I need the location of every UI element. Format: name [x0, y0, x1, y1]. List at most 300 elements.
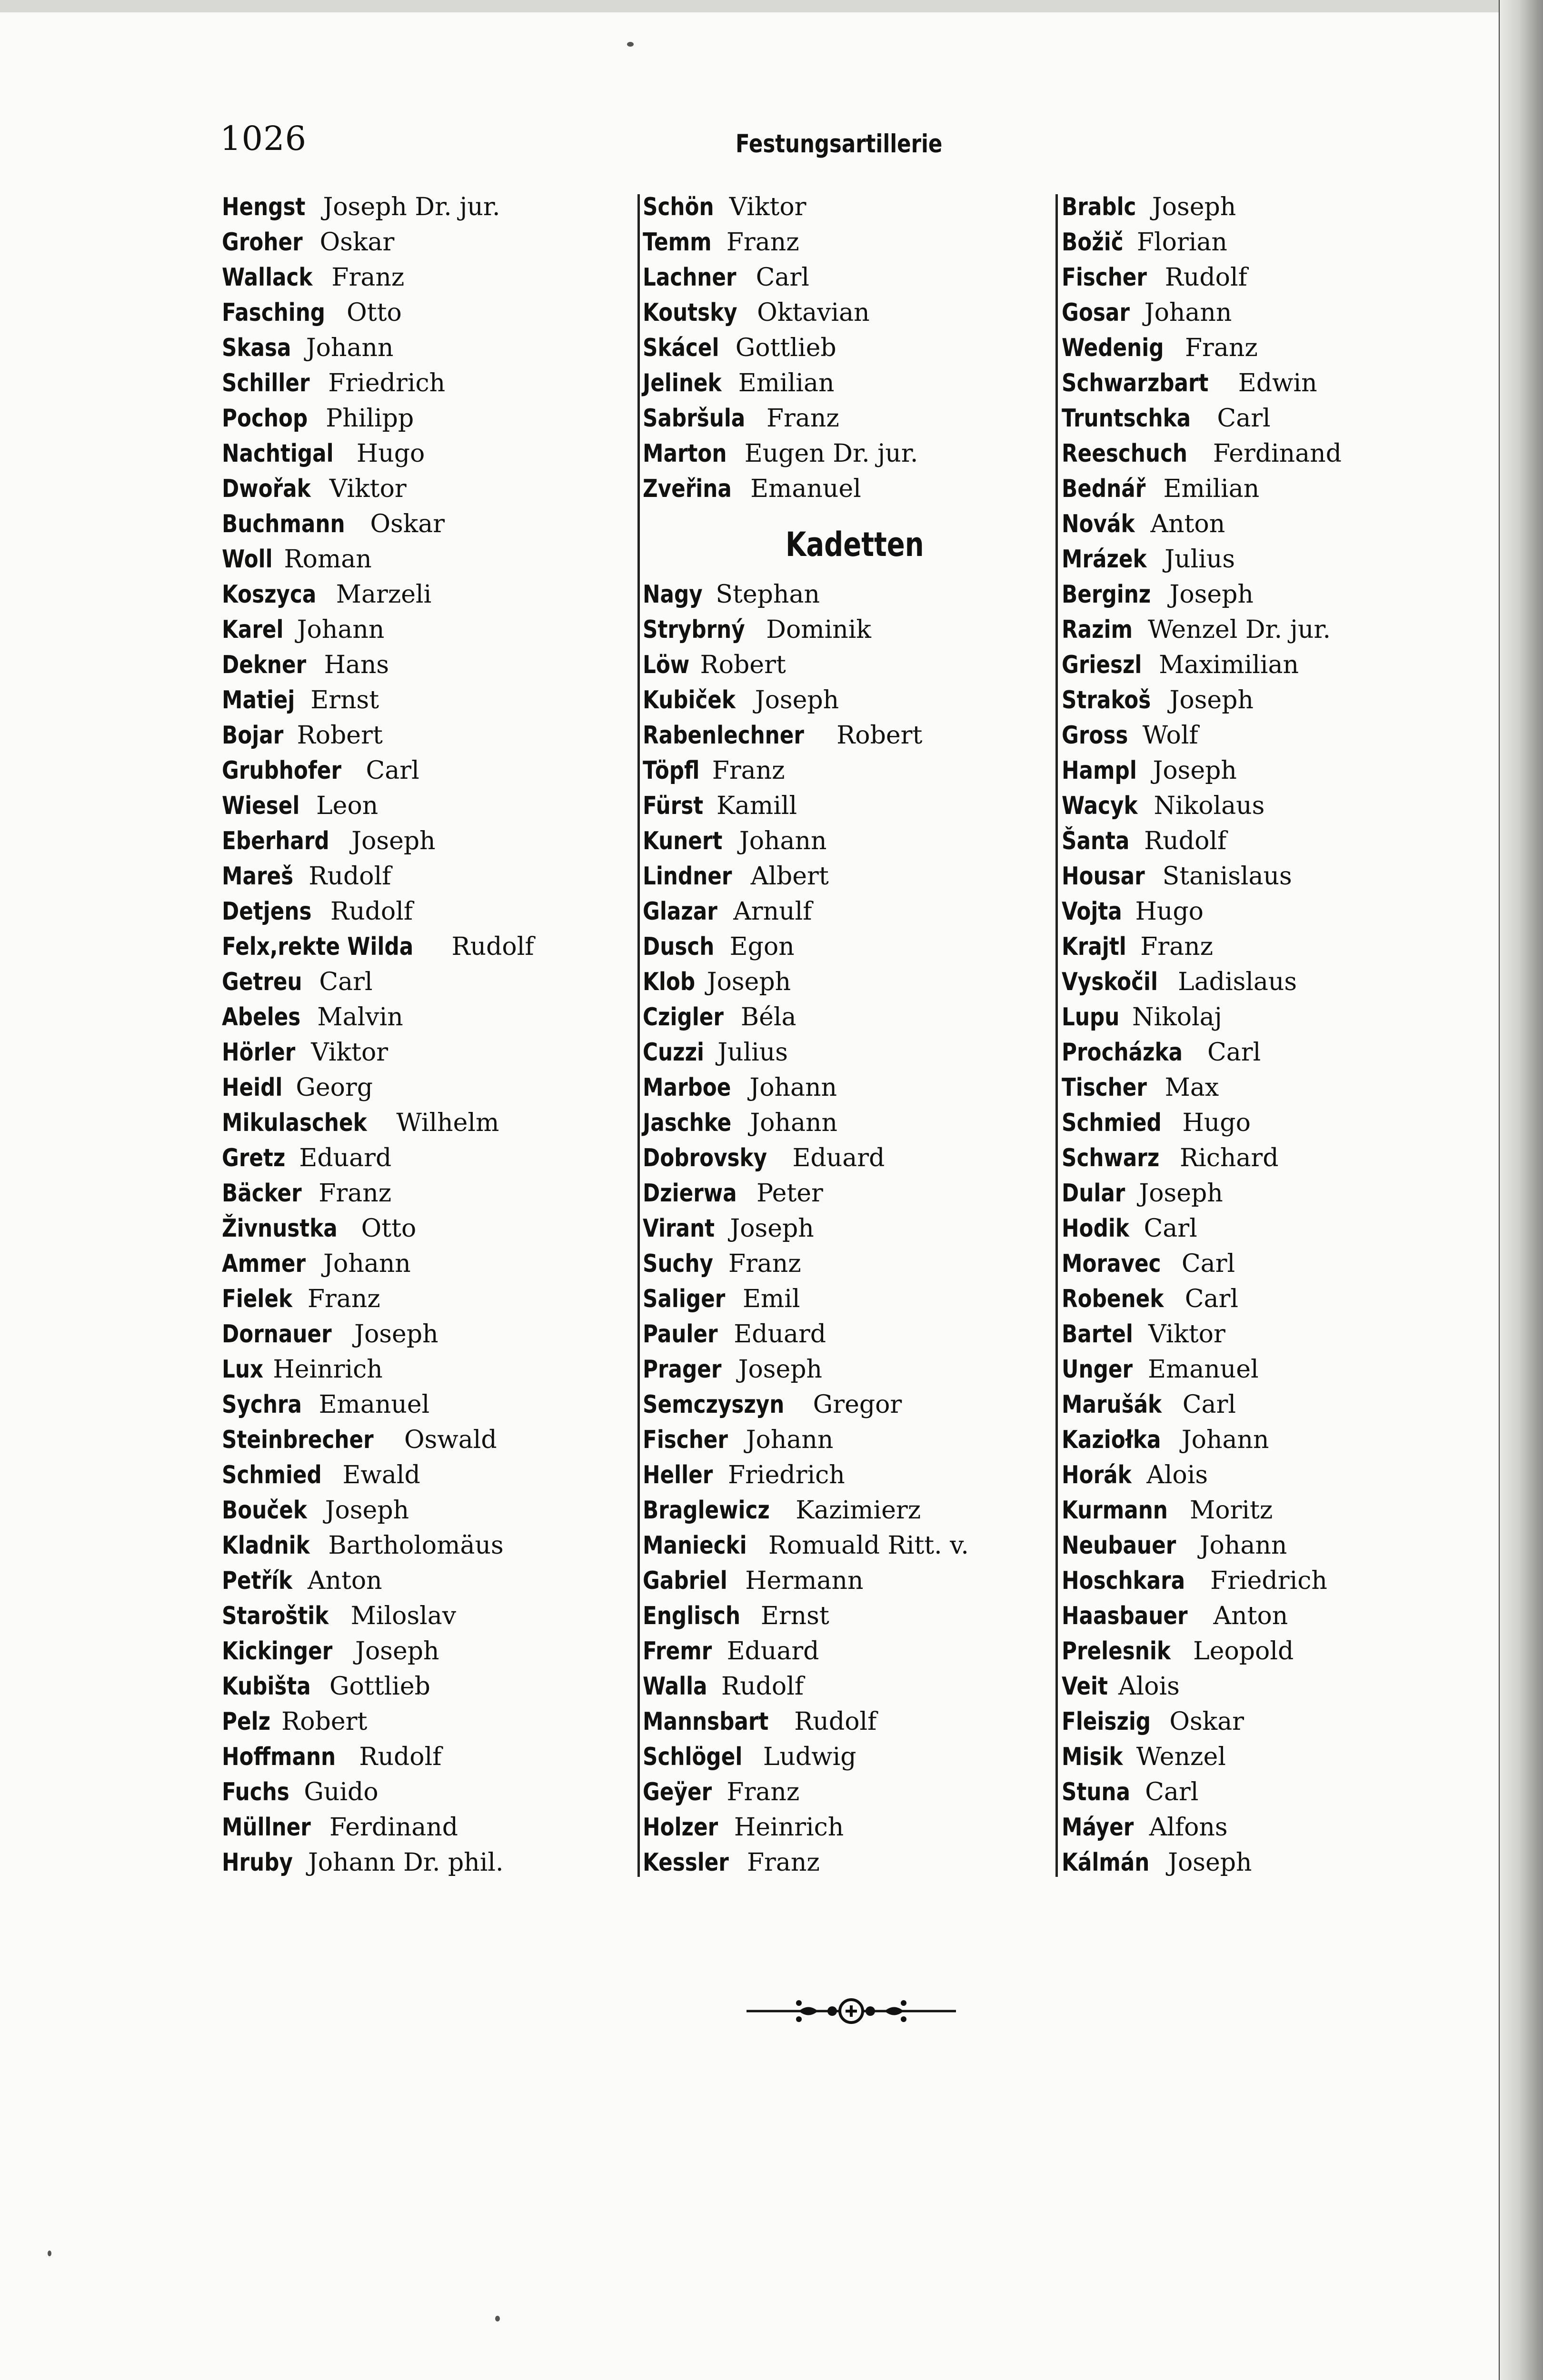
name-entry: [222, 542, 534, 577]
surname: Nagy: [643, 580, 703, 609]
surname: Koszyca: [222, 580, 317, 609]
given-name: Oskar: [370, 510, 445, 538]
given-name: Joseph Dr. jur.: [323, 193, 500, 221]
given-name: Eduard: [734, 1320, 826, 1349]
name-entry: [222, 1598, 534, 1634]
given-name: Joseph: [755, 686, 839, 714]
given-name: Carl: [1207, 1038, 1261, 1067]
surname: Pelz: [222, 1707, 271, 1736]
given-name: Franz: [319, 1179, 392, 1208]
given-name: Hugo: [1135, 897, 1204, 926]
surname: Dwořak: [222, 475, 311, 503]
given-name: Emanuel: [750, 475, 861, 503]
name-entry: [643, 471, 969, 506]
name-entry: [643, 894, 969, 929]
surname: Robenek: [1062, 1285, 1164, 1313]
name-entry: [1062, 1070, 1342, 1105]
surname: Jaschke: [643, 1109, 732, 1137]
surname: Hampl: [1062, 756, 1137, 785]
given-name: Anton: [1150, 510, 1225, 538]
name-entry: [643, 859, 969, 894]
given-name: Wilhelm: [396, 1109, 499, 1137]
surname: Moravec: [1062, 1250, 1161, 1278]
name-entry: [1062, 612, 1342, 647]
name-entry: [1062, 506, 1342, 542]
surname: Hodik: [1062, 1214, 1129, 1243]
name-entry: [643, 1775, 969, 1810]
name-entry: [222, 330, 534, 366]
name-entry: [643, 788, 969, 823]
surname: Berginz: [1062, 580, 1151, 609]
given-name: Ernst: [310, 686, 379, 714]
given-name: Joseph: [1152, 193, 1236, 221]
given-name: Hugo: [356, 439, 425, 468]
name-entry: [1062, 1634, 1342, 1669]
name-entry: [222, 1070, 534, 1105]
surname: Hoffmann: [222, 1743, 336, 1771]
given-name: Friedrich: [328, 369, 446, 397]
given-name: Rudolf: [1165, 263, 1247, 292]
name-entry: [222, 1281, 534, 1317]
given-name: Franz: [1185, 334, 1258, 362]
given-name: Joseph: [738, 1355, 823, 1384]
given-name: Hermann: [745, 1567, 864, 1595]
surname: Englisch: [643, 1602, 741, 1630]
surname: Skácel: [643, 334, 719, 362]
name-entry: [643, 1035, 969, 1070]
given-name: Joseph: [351, 827, 436, 855]
given-name: Rudolf: [1144, 827, 1227, 855]
surname: Mikulaschek: [222, 1109, 367, 1137]
surname: Gretz: [222, 1144, 286, 1172]
name-entry: [1062, 1211, 1342, 1246]
name-entry: [1062, 753, 1342, 788]
name-entry: [643, 401, 969, 436]
given-name: Johann: [1144, 298, 1232, 327]
name-entry: [1062, 366, 1342, 401]
surname: Fremr: [643, 1637, 712, 1666]
name-entry: [222, 683, 534, 718]
surname: Töpfl: [643, 756, 700, 785]
given-name: Carl: [1145, 1778, 1199, 1806]
surname: Krajtl: [1062, 932, 1126, 961]
name-entry: [222, 823, 534, 859]
given-name: Stanislaus: [1162, 862, 1292, 891]
surname: Fischer: [1062, 263, 1147, 292]
surname: Máyer: [1062, 1813, 1134, 1842]
surname: Suchy: [643, 1250, 714, 1278]
surname: Eberhard: [222, 827, 329, 855]
surname: Kessler: [643, 1848, 729, 1877]
name-entry: [222, 401, 534, 436]
given-name: Bartholomäus: [328, 1531, 504, 1560]
surname: Gosar: [1062, 298, 1130, 327]
name-entry: [222, 859, 534, 894]
name-entry: [1062, 1598, 1342, 1634]
surname: Klob: [643, 968, 696, 996]
surname: Pochop: [222, 404, 308, 433]
given-name: Franz: [1140, 932, 1214, 961]
name-entry: [1062, 542, 1342, 577]
given-name: Arnulf: [733, 897, 812, 926]
given-name: Wenzel Dr. jur.: [1148, 615, 1331, 644]
given-name: Miloslav: [350, 1602, 457, 1630]
surname: Šanta: [1062, 827, 1130, 855]
given-name: Rudolf: [451, 932, 534, 961]
name-entry: [222, 1246, 534, 1281]
name-entry: [222, 1387, 534, 1422]
name-entry: [222, 577, 534, 612]
given-name: Joseph: [1169, 580, 1254, 609]
name-entry: [1062, 1493, 1342, 1528]
surname: Schmied: [1062, 1109, 1162, 1137]
given-name: Franz: [728, 1250, 801, 1278]
given-name: Joseph: [1139, 1179, 1223, 1208]
given-name: Eugen Dr. jur.: [744, 439, 918, 468]
surname: Strakoš: [1062, 686, 1151, 714]
name-entry: [643, 1317, 969, 1352]
column-divider-1: [637, 194, 640, 1877]
given-name: Kazimierz: [796, 1496, 921, 1525]
name-entry: [643, 823, 969, 859]
name-entry: [643, 1211, 969, 1246]
surname: Petřík: [222, 1567, 293, 1595]
surname: Hengst: [222, 193, 306, 221]
name-entry: [222, 1528, 534, 1563]
name-entry: [643, 718, 969, 753]
print-speck: [495, 2316, 500, 2321]
name-entry: [643, 1422, 969, 1458]
given-name: Rudolf: [359, 1743, 442, 1771]
name-entry: [222, 718, 534, 753]
surname: Schwarzbart: [1062, 369, 1209, 397]
name-entry: [643, 1739, 969, 1775]
given-name: Philipp: [326, 404, 414, 433]
name-column-1: [222, 189, 534, 1880]
given-name: Hans: [324, 651, 389, 679]
name-entry: [222, 1422, 534, 1458]
given-name: Kamill: [717, 792, 797, 820]
given-name: Franz: [727, 1778, 800, 1806]
surname: Božič: [1062, 228, 1124, 257]
given-name: Edwin: [1238, 369, 1317, 397]
surname: Sabršula: [643, 404, 746, 433]
surname: Grieszl: [1062, 651, 1142, 679]
given-name: Robert: [836, 721, 923, 750]
name-entry: [222, 1775, 534, 1810]
given-name: Hugo: [1182, 1109, 1251, 1137]
name-entry: [222, 260, 534, 295]
print-speck: [48, 2251, 51, 2256]
name-entry: [1062, 260, 1342, 295]
given-name: Julius: [717, 1038, 788, 1067]
surname: Prelesnik: [1062, 1637, 1171, 1666]
given-name: Nikolaus: [1154, 792, 1265, 820]
given-name: Franz: [747, 1848, 820, 1877]
name-entry: [222, 1352, 534, 1387]
name-entry: [222, 1317, 534, 1352]
surname: Hoschkara: [1062, 1567, 1185, 1595]
surname: Prager: [643, 1355, 722, 1384]
name-column-2: [643, 189, 969, 1880]
surname: Lux: [222, 1355, 264, 1384]
surname: Schiller: [222, 369, 310, 397]
name-entry: [643, 1140, 969, 1176]
given-name: Gottlieb: [735, 334, 836, 362]
given-name: Franz: [307, 1285, 380, 1313]
surname: Schmied: [222, 1461, 322, 1489]
given-name: Eduard: [792, 1144, 885, 1172]
surname: Maniecki: [643, 1531, 747, 1560]
given-name: Johann: [297, 615, 385, 644]
surname: Wiesel: [222, 792, 300, 820]
name-entry: [643, 225, 969, 260]
given-name: Johann: [323, 1250, 411, 1278]
surname: Rabenlechner: [643, 721, 804, 750]
given-name: Rudolf: [330, 897, 413, 926]
name-entry: [643, 964, 969, 1000]
surname: Misik: [1062, 1743, 1123, 1771]
name-entry: [643, 436, 969, 471]
name-entry: [1062, 1528, 1342, 1563]
surname: Staroštik: [222, 1602, 329, 1630]
surname: Mannsbart: [643, 1707, 769, 1736]
surname: Fürst: [643, 792, 704, 820]
surname: Marboe: [643, 1073, 731, 1102]
given-name: Joseph: [1153, 756, 1237, 785]
name-entry: [643, 1070, 969, 1105]
surname: Walla: [643, 1672, 707, 1701]
surname: Vyskočil: [1062, 968, 1158, 996]
surname: Koutsky: [643, 298, 737, 327]
surname: Lindner: [643, 862, 732, 891]
given-name: Joseph: [355, 1637, 439, 1666]
given-name: Ewald: [342, 1461, 420, 1489]
book-spine-shadow: [1500, 0, 1543, 2380]
surname: Steinbrecher: [222, 1426, 374, 1454]
surname: Lupu: [1062, 1003, 1120, 1031]
name-entry: [1062, 823, 1342, 859]
name-entry: [222, 1634, 534, 1669]
name-entry: [222, 471, 534, 506]
given-name: Robert: [281, 1707, 368, 1736]
given-name: Johann: [746, 1426, 834, 1454]
name-entry: [1062, 1739, 1342, 1775]
name-entry: [643, 1634, 969, 1669]
surname: Nachtigal: [222, 439, 334, 468]
surname: Fischer: [643, 1426, 728, 1454]
surname: Skasa: [222, 334, 291, 362]
surname: Heller: [643, 1461, 713, 1489]
print-speck: [627, 42, 634, 47]
given-name: Dominik: [766, 615, 871, 644]
name-entry: [222, 1105, 534, 1140]
name-entry: [222, 1176, 534, 1211]
name-entry: [643, 1810, 969, 1845]
surname: Zveřina: [643, 475, 732, 503]
name-entry: [643, 366, 969, 401]
given-name: Gregor: [813, 1390, 902, 1419]
name-entry: [643, 647, 969, 683]
name-entry: [643, 1563, 969, 1598]
given-name: Julius: [1165, 545, 1235, 574]
given-name: Carl: [756, 263, 809, 292]
surname: Heidl: [222, 1073, 283, 1102]
name-column-3: [1062, 189, 1342, 1880]
name-entry: [1062, 964, 1342, 1000]
surname: Kubiček: [643, 686, 736, 714]
given-name: Joseph: [1169, 686, 1254, 714]
surname: Marton: [643, 439, 727, 468]
given-name: Joseph: [354, 1320, 438, 1349]
name-entry: [1062, 1810, 1342, 1845]
name-entry: [222, 964, 534, 1000]
name-entry: [222, 1563, 534, 1598]
surname: Virant: [643, 1214, 715, 1243]
given-name: Carl: [1185, 1285, 1239, 1313]
name-entry: [222, 295, 534, 330]
name-entry: [643, 1669, 969, 1704]
given-name: Franz: [331, 263, 405, 292]
surname: Stuna: [1062, 1778, 1131, 1806]
surname: Matiej: [222, 686, 295, 714]
name-entry: [222, 366, 534, 401]
surname: Abeles: [222, 1003, 301, 1031]
given-name: Wolf: [1142, 721, 1198, 750]
name-entry: [1062, 1140, 1342, 1176]
surname: Löw: [643, 651, 690, 679]
given-name: Johann: [306, 334, 394, 362]
page-top-edge: [0, 0, 1500, 12]
name-entry: [222, 788, 534, 823]
name-entry: [222, 647, 534, 683]
surname: Schlögel: [643, 1743, 743, 1771]
name-entry: [1062, 330, 1342, 366]
surname: Dobrovsky: [643, 1144, 767, 1172]
given-name: Oswald: [404, 1426, 497, 1454]
given-name: Friedrich: [728, 1461, 845, 1489]
section-heading: [643, 506, 969, 577]
surname: Housar: [1062, 862, 1145, 891]
surname: Dzierwa: [643, 1179, 737, 1208]
name-entry: [222, 1493, 534, 1528]
surname: Bartel: [1062, 1320, 1133, 1349]
given-name: Carl: [1217, 404, 1271, 433]
given-name: Malvin: [317, 1003, 403, 1031]
given-name: Franz: [766, 404, 839, 433]
name-entry: [222, 1000, 534, 1035]
name-entry: [643, 295, 969, 330]
name-entry: [1062, 1035, 1342, 1070]
surname: Dornauer: [222, 1320, 332, 1349]
surname: Kubišta: [222, 1672, 311, 1701]
name-entry: [1062, 1845, 1342, 1880]
name-entry: [222, 1669, 534, 1704]
name-entry: [1062, 683, 1342, 718]
given-name: Johann Dr. phil.: [308, 1848, 504, 1877]
given-name: Franz: [726, 228, 799, 257]
surname: Czigler: [643, 1003, 724, 1031]
name-entry: [1062, 1669, 1342, 1704]
surname: Kunert: [643, 827, 723, 855]
surname: Procházka: [1062, 1038, 1183, 1067]
surname: Felx,rekte Wilda: [222, 932, 414, 961]
name-entry: [643, 929, 969, 964]
surname: Gross: [1062, 721, 1128, 750]
surname: Strybrný: [643, 615, 745, 644]
name-entry: [1062, 1281, 1342, 1317]
given-name: Alois: [1118, 1672, 1180, 1701]
name-entry: [222, 1458, 534, 1493]
name-entry: [222, 894, 534, 929]
surname: Mrázek: [1062, 545, 1147, 574]
given-name: Johann: [750, 1109, 837, 1137]
name-entry: [1062, 647, 1342, 683]
surname: Hruby: [222, 1848, 293, 1877]
column-divider-2: [1055, 194, 1058, 1877]
surname: Temm: [643, 228, 712, 257]
name-entry: [643, 1528, 969, 1563]
end-ornament-icon: [747, 1994, 956, 2028]
name-entry: [1062, 1422, 1342, 1458]
surname: Bojar: [222, 721, 284, 750]
surname: Cuzzi: [643, 1038, 704, 1067]
given-name: Nikolaj: [1132, 1003, 1222, 1031]
given-name: Anton: [307, 1567, 382, 1595]
given-name: Carl: [1182, 1390, 1236, 1419]
surname: Kaziołka: [1062, 1426, 1161, 1454]
given-name: Joseph: [707, 968, 791, 996]
given-name: Johann: [1199, 1531, 1287, 1560]
given-name: Joseph: [1168, 1848, 1252, 1877]
name-entry: [643, 1105, 969, 1140]
given-name: Oskar: [1169, 1707, 1244, 1736]
surname: Fasching: [222, 298, 326, 327]
name-entry: [643, 1352, 969, 1387]
page-number: 1026: [220, 119, 307, 158]
given-name: Johann: [749, 1073, 837, 1102]
surname: Lachner: [643, 263, 737, 292]
name-entry: [222, 612, 534, 647]
name-entry: [643, 683, 969, 718]
surname: Sychra: [222, 1390, 302, 1419]
name-entry: [643, 260, 969, 295]
given-name: Carl: [366, 756, 419, 785]
name-entry: [222, 1704, 534, 1739]
name-entry: [643, 1704, 969, 1739]
name-entry: [1062, 401, 1342, 436]
name-entry: [222, 1739, 534, 1775]
surname: Fielek: [222, 1285, 293, 1313]
surname: Živnustka: [222, 1214, 338, 1243]
surname: Holzer: [643, 1813, 718, 1842]
given-name: Leon: [316, 792, 378, 820]
name-entry: [1062, 1105, 1342, 1140]
surname: Getreu: [222, 968, 302, 996]
surname: Mareš: [222, 862, 294, 891]
surname: Wallack: [222, 263, 313, 292]
surname: Horák: [1062, 1461, 1132, 1489]
name-entry: [643, 1176, 969, 1211]
given-name: Oskar: [319, 228, 395, 257]
surname: Schwarz: [1062, 1144, 1160, 1172]
given-name: Richard: [1179, 1144, 1279, 1172]
given-name: Egon: [729, 932, 795, 961]
surname: Kickinger: [222, 1637, 333, 1666]
given-name: Friedrich: [1210, 1567, 1327, 1595]
name-entry: [1062, 894, 1342, 929]
given-name: Emil: [742, 1285, 800, 1313]
